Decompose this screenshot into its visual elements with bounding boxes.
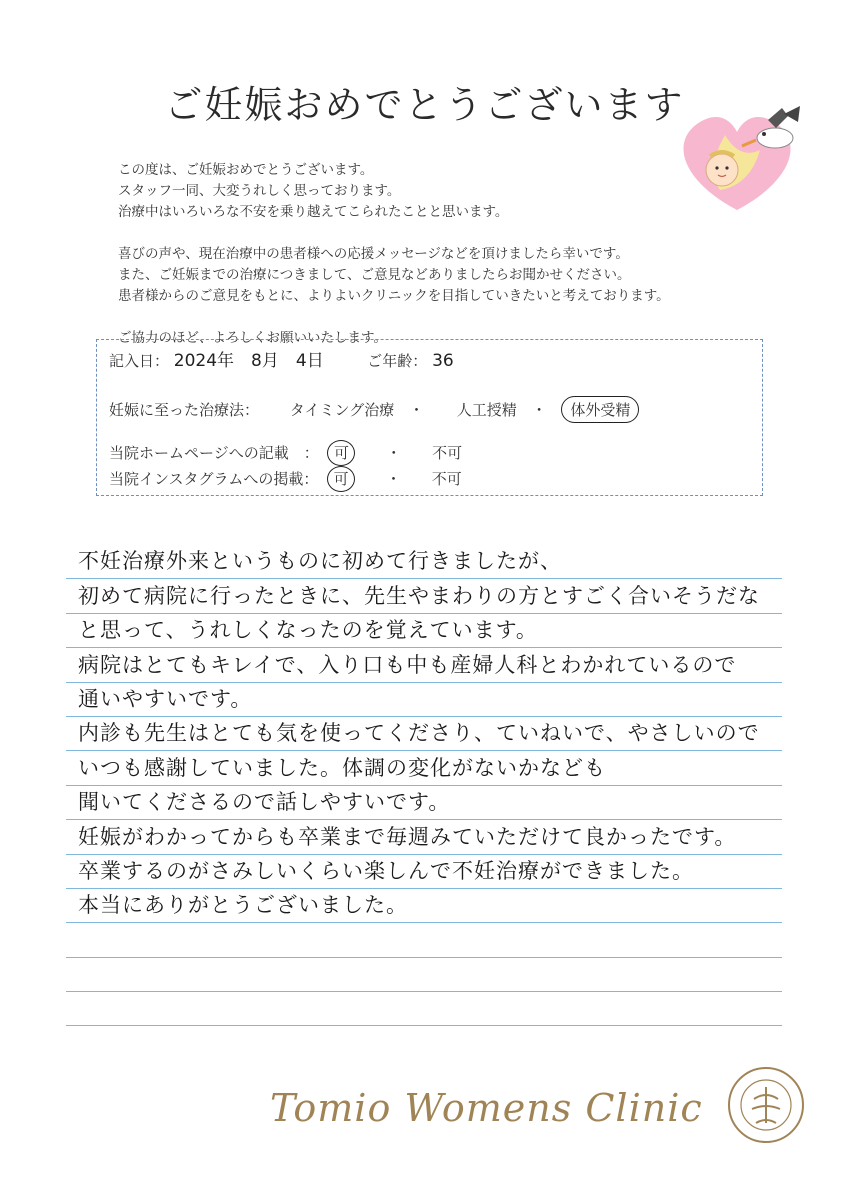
separator: ・ bbox=[408, 401, 424, 419]
intro-line: 患者様からのご意見をもとに、よりよいクリニックを目指していきたいと考えております。 bbox=[118, 288, 670, 304]
ruled-line bbox=[66, 855, 782, 889]
clinic-name-logo: Tomio Womens Clinic bbox=[270, 1086, 703, 1130]
option-artificial-insemination[interactable]: 人工授精 bbox=[456, 401, 517, 419]
message-line: 本当にありがとうございました。 bbox=[78, 893, 408, 918]
ruled-line bbox=[66, 992, 782, 1026]
ruled-line bbox=[66, 614, 782, 648]
message-line: 病院はとてもキレイで、入り口も中も産婦人科とわかれているので bbox=[78, 652, 737, 677]
instagram-ok-circled[interactable]: 可 bbox=[327, 466, 355, 492]
ruled-line bbox=[66, 717, 782, 751]
intro-line: ご協力のほど、よろしくお願いいたします。 bbox=[118, 330, 387, 346]
date-age-row bbox=[109, 346, 454, 371]
message-line: 卒業するのがさみしいくらい楽しんで不妊治療ができました。 bbox=[78, 858, 694, 883]
instagram-row bbox=[109, 466, 462, 492]
instagram-label: 当院インスタグラムへの掲載： bbox=[109, 470, 319, 488]
intro-line: 喜びの声や、現在治療中の患者様への応援メッセージなどを頂けましたら幸いです。 bbox=[118, 246, 629, 262]
message-line: いつも感謝していました。体調の変化がないかなども bbox=[78, 755, 606, 780]
intro-line: 治療中はいろいろな不安を乗り越えてこられたことと思います。 bbox=[118, 204, 509, 220]
intro-line: この度は、ご妊娠おめでとうございます。 bbox=[118, 162, 374, 178]
handwritten-message bbox=[66, 545, 782, 1026]
ruled-line bbox=[66, 751, 782, 785]
ruled-line bbox=[66, 545, 782, 579]
date-label: 記入日： bbox=[109, 352, 170, 370]
ruled-line bbox=[66, 683, 782, 717]
homepage-label: 当院ホームページへの記載 ： bbox=[109, 444, 319, 462]
message-line: 初めて病院に行ったときに、先生やまわりの方とすごく合いそうだな bbox=[78, 583, 760, 608]
ruled-line bbox=[66, 648, 782, 682]
age-label: ご年齢： bbox=[367, 352, 428, 370]
homepage-ng[interactable]: 不可 bbox=[432, 444, 463, 462]
page-title: ご妊娠おめでとうございます bbox=[164, 83, 685, 127]
ruled-line bbox=[66, 889, 782, 923]
message-line: 妊娠がわかってからも卒業まで毎週みていただけて良かったです。 bbox=[78, 824, 737, 849]
ruled-line bbox=[66, 923, 782, 957]
message-line: と思って、うれしくなったのを覚えています。 bbox=[78, 618, 538, 643]
ruled-line bbox=[66, 820, 782, 854]
age-value: 36 bbox=[432, 351, 454, 371]
ruled-line bbox=[66, 958, 782, 992]
message-line: 不妊治療外来というものに初めて行きましたが、 bbox=[78, 549, 562, 574]
ruled-line bbox=[66, 579, 782, 613]
message-line: 通いやすいです。 bbox=[78, 686, 253, 711]
message-line: 聞いてくださるので話しやすいです。 bbox=[78, 790, 451, 815]
homepage-ok-circled[interactable]: 可 bbox=[327, 440, 355, 466]
instagram-ng[interactable]: 不可 bbox=[431, 470, 462, 488]
option-timing[interactable]: タイミング治療 bbox=[289, 401, 395, 419]
survey-form-box bbox=[96, 339, 763, 496]
clinic-emblem-icon bbox=[726, 1065, 806, 1145]
intro-text bbox=[118, 160, 670, 349]
date-value: 2024年 8月 4日 bbox=[173, 351, 324, 371]
separator: ・ bbox=[386, 444, 402, 462]
stork-baby-icon bbox=[670, 100, 805, 220]
treatment-row bbox=[109, 396, 649, 423]
ruled-line bbox=[66, 786, 782, 820]
intro-line: また、ご妊娠までの治療につきまして、ご意見などありましたらお聞かせください。 bbox=[118, 267, 631, 283]
separator: ・ bbox=[531, 401, 547, 419]
message-line: 内診も先生はとても気を使ってくださり、ていねいで、やさしいので bbox=[78, 721, 760, 746]
separator: ・ bbox=[385, 470, 401, 488]
intro-line: スタッフ一同、大変うれしく思っております。 bbox=[118, 183, 401, 199]
treatment-label: 妊娠に至った治療法： bbox=[109, 401, 260, 419]
option-ivf-selected[interactable]: 体外受精 bbox=[561, 396, 639, 423]
homepage-row bbox=[109, 440, 462, 466]
